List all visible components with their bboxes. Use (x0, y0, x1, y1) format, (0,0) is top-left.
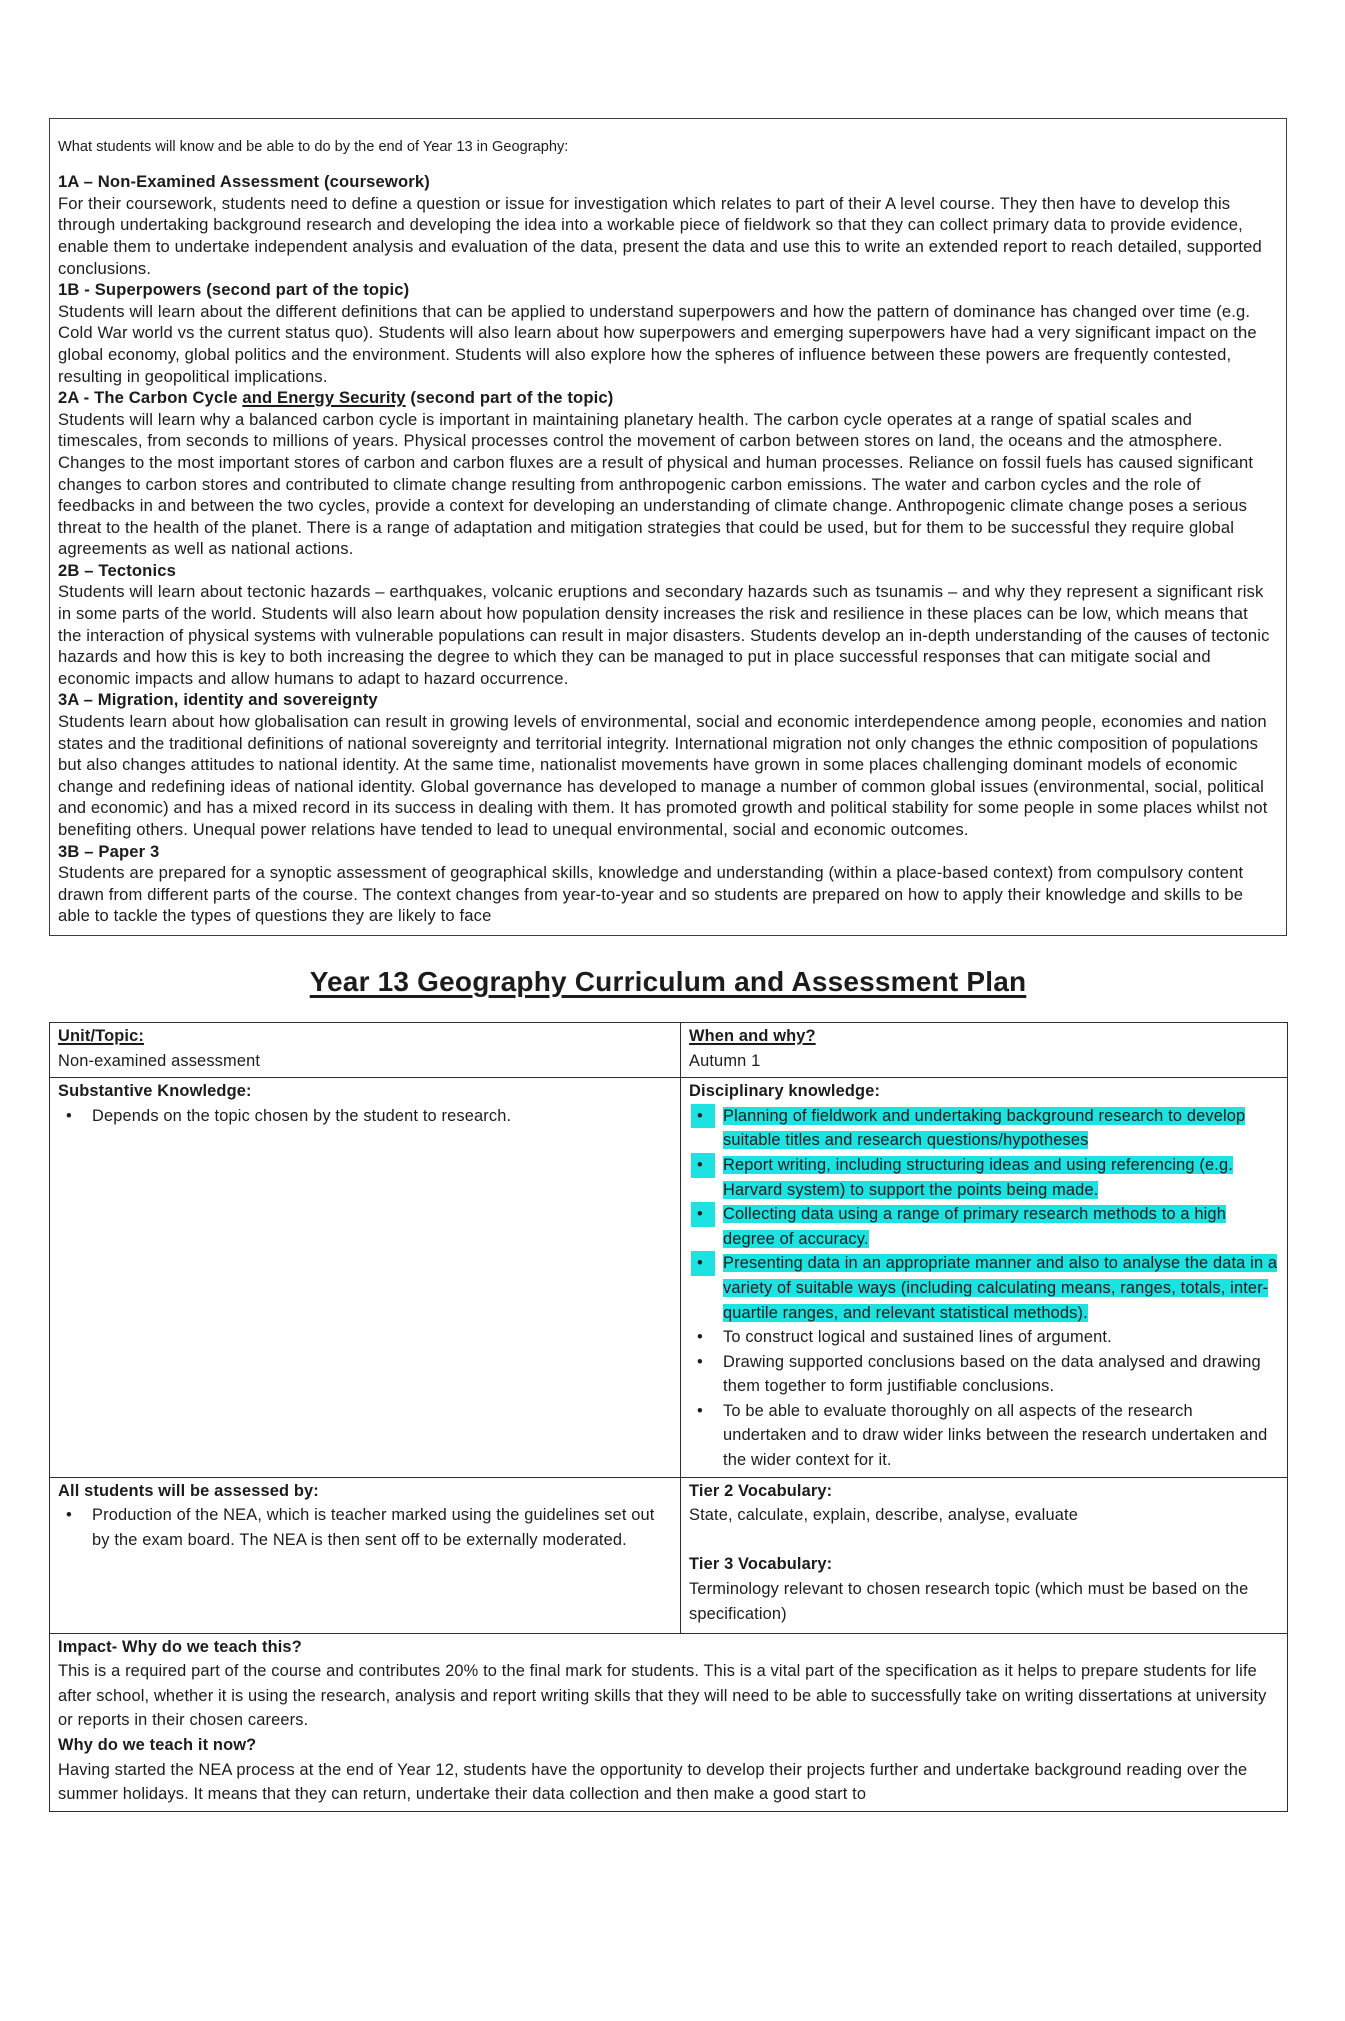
bullet-marker: • (697, 1401, 703, 1420)
bullet-item (689, 1399, 1279, 1473)
assessed-heading: All students will be assessed by: (58, 1481, 319, 1500)
table-row (50, 1022, 1288, 1077)
bullet-item (689, 1202, 1279, 1251)
section-body: Students will learn about tectonic hazards – earthquakes, volcanic eruptions and secondary hazards such as tsunamis – and why they represent a significant risk in some parts of the world. Students will also learn about how population density increases the risk and resilience in these places can be low, which means that the interaction of physical systems with vulnerable populations can result in major disasters. Students develop an in-depth understanding of the causes of tectonic hazards and how this is key to both increasing the degree to which they can be managed to put in place successful responses that can mitigate social and economic impacts and allow humans to adapt to hazard occurrence. (58, 582, 1270, 688)
table-row (50, 1078, 1288, 1478)
bullet-marker: • (697, 1328, 703, 1347)
section-body: Students are prepared for a synoptic assessment of geographical skills, knowledge and understanding (within a place-based context) from compulsory content drawn from different parts of the course. The context changes from year-to-year and so students are prepared on how to apply their knowledge and skills to be able to tackle the types of questions they are likely to face (58, 863, 1244, 926)
unit-topic-value: Non-examined assessment (58, 1051, 261, 1070)
section-heading-part: (second part of the topic) (405, 388, 614, 408)
bullet-item (58, 1104, 672, 1129)
why-now-body: Having started the NEA process at the end of Year 12, students have the opportunity to develop their projects further and undertake background reading over the summer holidays. It means that they can return, undertake their data collection and then make a good start to (58, 1760, 1248, 1804)
bullet-marker: • (691, 1153, 715, 1178)
bullet-text: Report writing, including structuring ideas and using referencing (e.g. Harvard system) to support the points being made. (723, 1155, 1233, 1199)
bullet-item (689, 1153, 1279, 1202)
section-heading (58, 279, 1276, 301)
tier2-heading: Tier 2 Vocabulary: (689, 1481, 833, 1500)
bullet-text: To construct logical and sustained lines of argument. (723, 1328, 1112, 1347)
assessed-bullet-list (58, 1503, 672, 1552)
section-heading (58, 841, 1276, 863)
section-heading-part: 3B – Paper 3 (58, 841, 160, 861)
why-now-heading: Why do we teach it now? (58, 1736, 257, 1755)
cell-impact (50, 1633, 1288, 1811)
disciplinary-heading: Disciplinary knowledge: (689, 1082, 881, 1101)
section-body: Students learn about how globalisation can result in growing levels of environmental, social and economic interdependence among people, economies and nation states and the traditional definitions of national sovereignty and territorial integrity. International migration not only changes the ethnic composition of populations but also changes attitudes to national identity. At the same time, nationalist movements have grown in some places challenging dominant models of economic change and redefining ideas of national identity. Global governance has developed to manage a number of common global issues (environmental, social, political and economic) and has a mixed record in its success in dealing with them. It has promoted growth and political stability for some people in some places whilst not benefiting others. Unequal power relations have tended to lead to unequal environmental, social and economic outcomes. (58, 712, 1268, 839)
substantive-heading: Substantive Knowledge: (58, 1082, 252, 1101)
cell-when-why (681, 1022, 1288, 1077)
impact-heading: Impact- Why do we teach this? (58, 1637, 302, 1656)
section-heading-part: 2A - The Carbon Cycle (58, 388, 243, 408)
bullet-marker: • (691, 1104, 715, 1129)
bullet-text: Production of the NEA, which is teacher marked using the guidelines set out by the exam board. The NEA is then sent off to be externally moderated. (92, 1506, 655, 1549)
table-row (50, 1477, 1288, 1633)
bullet-item (689, 1325, 1279, 1350)
section-body: For their coursework, students need to define a question or issue for investigation which relates to part of their A level course. They then have to develop this through undertaking background research and developing the idea into a workable piece of fieldwork so that they can collect primary data to provide evidence, enable them to undertake independent analysis and evaluation of the data, present the data and use this to write an extended report to reach detailed, supported conclusions. (58, 193, 1262, 278)
section-heading (58, 171, 1276, 193)
overview-sections (58, 171, 1276, 927)
table-row (50, 1633, 1288, 1811)
section-heading-part: 3A – Migration, identity and sovereignty (58, 690, 378, 710)
bullet-marker: • (66, 1506, 72, 1525)
bullet-text: Planning of fieldwork and undertaking background research to develop suitable titles and research questions/hypotheses (723, 1106, 1246, 1150)
substantive-bullet-list (58, 1104, 672, 1129)
section-body: Students will learn about the different definitions that can be applied to understand superpowers and how the pattern of dominance has changed over time (e.g. Cold War world vs the current status quo). Students will also learn about how superpowers and emerging superpowers have had a very significant impact on the global economy, global politics and the environment. Students will also explore how the spheres of influence between these powers are frequently contested, resulting in geopolitical implications. (58, 301, 1257, 386)
section-heading-part: and Energy Security (242, 388, 406, 408)
cell-substantive-knowledge (50, 1078, 681, 1478)
cell-disciplinary-knowledge (681, 1078, 1288, 1478)
bullet-marker: • (66, 1106, 72, 1125)
section-heading-part: 2B – Tectonics (58, 560, 176, 580)
section-heading (58, 387, 1276, 409)
bullet-text: Presenting data in an appropriate manner and also to analyse the data in a variety of suitable ways (including calculating means, ranges, totals, inter-quartile ranges, and relevant statistical methods). (723, 1254, 1278, 1322)
overview-intro: What students will know and be able to do by the end of Year 13 in Geography: (58, 138, 569, 155)
bullet-marker: • (691, 1202, 715, 1227)
bullet-item (58, 1503, 672, 1552)
bullet-text: Depends on the topic chosen by the student to research. (92, 1106, 512, 1125)
section-heading (58, 560, 1276, 582)
bullet-marker: • (697, 1352, 703, 1371)
section-heading-part: 1B - Superpowers (second part of the topic) (58, 280, 410, 300)
unit-topic-label: Unit/Topic: (58, 1026, 145, 1045)
curriculum-table (49, 1022, 1288, 1812)
bullet-item (689, 1350, 1279, 1399)
section-heading-part: 1A – Non-Examined Assessment (coursework) (58, 172, 430, 192)
bullet-item (689, 1251, 1279, 1325)
bullet-marker: • (691, 1251, 715, 1276)
disciplinary-bullet-list (689, 1104, 1279, 1473)
when-why-value: Autumn 1 (689, 1051, 761, 1070)
cell-vocabulary (681, 1477, 1288, 1633)
section-heading (58, 689, 1276, 711)
tier2-body: State, calculate, explain, describe, analyse, evaluate (689, 1506, 1078, 1525)
tier3-body: Terminology relevant to chosen research topic (which must be based on the specification) (689, 1580, 1249, 1623)
bullet-text: Collecting data using a range of primary research methods to a high degree of accuracy. (723, 1205, 1226, 1248)
cell-assessed-by (50, 1477, 681, 1633)
impact-body: This is a required part of the course and contributes 20% to the final mark for students. This is a vital part of the specification as it helps to prepare students for life after school, whether it is using the research, analysis and report writing skills that they will need to be able to successfully take on writing dissertations at university or reports in their chosen careers. (58, 1662, 1267, 1730)
bullet-text: To be able to evaluate thoroughly on all aspects of the research undertaken and to draw wider links between the research undertaken and the wider context for it. (723, 1401, 1268, 1470)
section-body: Students will learn why a balanced carbon cycle is important in maintaining planetary health. The carbon cycle operates at a range of spatial scales and timescales, from seconds to millions of years. Physical processes control the movement of carbon between stores on land, the oceans and the atmosphere. Changes to the most important stores of carbon and carbon fluxes are a result of physical and human processes. Reliance on fossil fuels has caused significant changes to carbon stores and contributed to climate change resulting from anthropogenic carbon emissions. The water and carbon cycles and the role of feedbacks in and between the two cycles, provide a context for developing an understanding of climate change. Anthropogenic climate change poses a serious threat to the health of the planet. There is a range of adaptation and mitigation strategies that could be used, but for them to be successful they require global agreements as well as national actions. (58, 409, 1254, 559)
bullet-text: Drawing supported conclusions based on the data analysed and drawing them together to form justifiable conclusions. (723, 1352, 1261, 1396)
when-why-label: When and why? (689, 1026, 816, 1045)
tier3-heading: Tier 3 Vocabulary: (689, 1555, 833, 1574)
cell-unit-topic (50, 1022, 681, 1077)
page-title: Year 13 Geography Curriculum and Assessment Plan (309, 965, 1027, 997)
page-content (49, 118, 1287, 1812)
overview-box (49, 118, 1287, 936)
bullet-item (689, 1104, 1279, 1153)
